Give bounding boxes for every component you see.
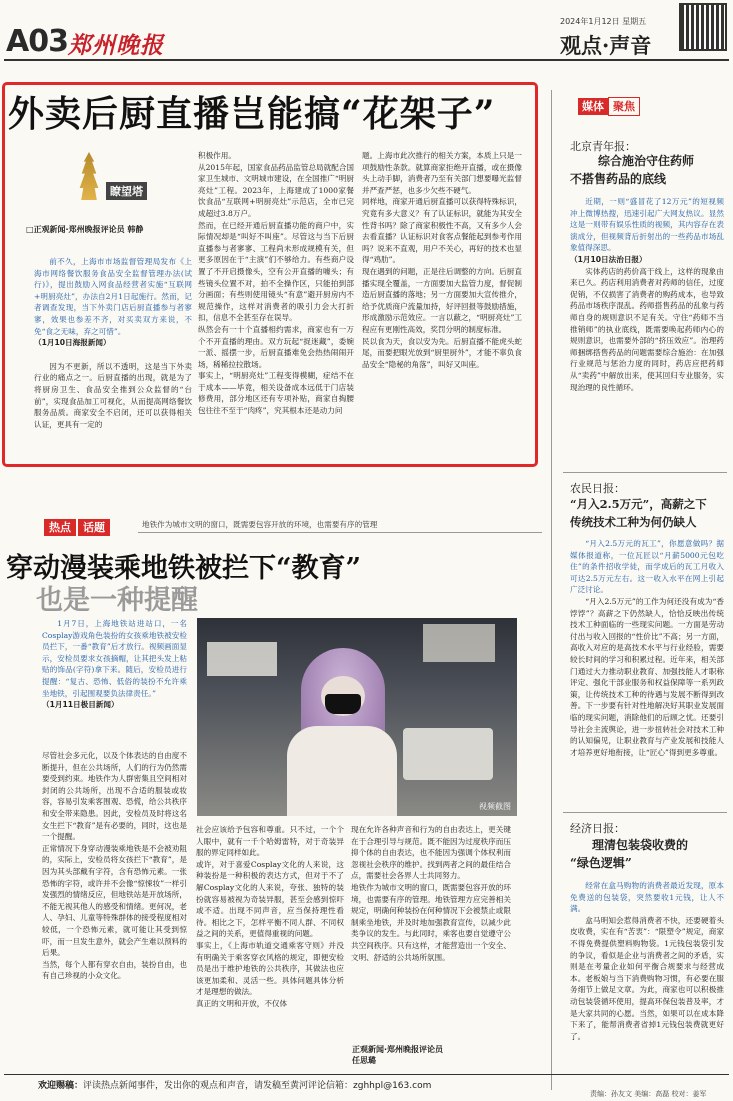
media-tag-right: 聚焦: [608, 97, 640, 116]
lead-column-3: 题。上海市此次推行的相关方案，本质上只是一项鼓励性条款。就算商家拒绝开直播，或在摄像头上动手脚，消费者乃至有关部门想要曝光监督并严查严惩，也多少欠些不硬气。 同样地，商家开通后厨直播可以获得特殊标识，究竟有多大意义？有了认证标识，就能为其安全性背书吗？除了商家积极性不高，又有多少人会去看直播？认证标识对食客点餐能起到参考作用吗？说来不直观，用户不关心，再好的技术也显得“鸡肋”。 现在遇到的问题，正是往后调整的方向。后厨直播实现全覆盖，一方面要加大监管力度，督促制造后厨直播的落地；另一方面要加大宣传推介，给予优质商户流量加持，好评回报等鼓励措施，形成激励示范效应。一言以蔽之，“明厨亮灶”工程应有更刚性高效，奖罚分明的制度标准。 民以食为天，食以安为先。后厨直播不能虎头蛇尾，而要把眼光放到“厨里厨外”，才能不辜负食品安全“隐秘的角落”，叫好又叫座。: [362, 151, 522, 369]
footer-text: 评读热点新闻事件，发出你的观点和声音，请发稿至黄河评论信箱：zghhpl@163.com: [83, 1081, 432, 1091]
station-sign-2: [423, 624, 495, 662]
lead-column-2: 积极作用。 从2015年起，国家食品药品监管总局就配合国家卫生城市、文明城市建设，在全国推广“明厨亮灶”工程。2023年，上海建成了1000家餐饮食品“互联网+明厨亮灶”示范店，全市已完成超过3.8万户。 然而，在已经开通后厨直播功能的商户中，实际情况却是“叫好不叫座”。尽管这与当下后厨直播参与者寥寥、工程尚未形成规模有关，但更多原因在于“主演”们不够给力。有些商户设置了不开启摄像头，空有公开直播的噱头；有些镜头位置不对，拍不全操作区，只能拍到部分画面；有些则使用镜头“有意”避开厨房内不规范操作，这样对消费者的吸引力会大打折扣，信息不全甚至存在误导。 纵然会有一十个直播相约需求，商家也有一万个不开直播的理由。双方玩起“捉迷藏”，委婉一派、摇摆一步，后厨直播难免会热热闹闹开场，稀稀拉拉散场。 事实上，“明厨亮灶”工程变得模糊，症结不在于成本——毕竟，相关设备成本远低于门店装修费用，部分地区还有专项补贴，商家自掏腰包往往不至于“肉疼”，究其根本还是动力问: [198, 151, 354, 416]
section-title: 观点·声音: [560, 33, 652, 58]
station-sign: [207, 642, 277, 676]
lead-intro: 前不久，上海市市场监督管理局发布《上海市网络餐饮服务食品安全监督管理办法(试行)》，提出鼓励入网食品经营者实施“互联网+明厨亮灶”，办法自2月1日起施行。然而，记者调查发现，当下外卖门店后厨直播参与者寥寥，效果也参差不齐，对买卖双方来说，不免“食之无味，弃之可惜”。: [34, 257, 192, 336]
media-title-1a: 综合施治守住药师: [598, 154, 695, 168]
media-title-1b: 不搭售药品的底线: [570, 172, 667, 186]
cosplayer-mask: [325, 694, 361, 714]
hot-photo: [197, 618, 517, 816]
hot-tagline: 地铁作为城市文明的窗口，既需要包容开放的环境，也需要有序的管理: [142, 520, 378, 529]
lead-byline: □正观新闻·郑州晚报评论员 韩静: [26, 225, 144, 234]
media-title-3a: 理清包装袋收费的: [592, 838, 689, 852]
page-number: A03: [6, 24, 68, 59]
media-body-3: [570, 880, 724, 1074]
hot-intro: 1月7日，上海地铁站进站口，一名Cosplay游戏角色装扮的女孩乘地铁被安检员拦下，一番“教育”后才放行。视频画面显示，安检员要求女孩摘帽，让其把头发上粘贴的饰品(字符)拿下来。随后，安检员进行提醒：“复古、恐怖、低俗的装扮不允许乘坐地铁，引起围观要负法律责任。”: [42, 619, 187, 698]
security-machine: [403, 728, 493, 780]
hot-column-2: 社会应该给予包容和尊重。只不过，一个个人眼中，就有一千个哈姆雷特，对于奇装异服的界定同样如此。 或许，对于喜爱Cosplay文化的人来说，这种装扮是一种积极的表达方式，但对于不了解Cosplay文化的人来说，夸张、独特的装扮就容易被视为奇装异服，甚至会感到惊吓或不适。出现不同声音，应当保持理性看待。相比之下，怎样平衡不同人群、不同权益之间的关系，更值得重视的问题。 事实上，《上海市轨道交通乘客守则》并没有明确关于乘客穿衣风格的规定，即便安检员是出于维护地铁的公共秩序，其做法也应该更加柔和、灵活一些。具体问题具体分析才是理想的做法。 真正的文明和开放，不仅体: [196, 825, 344, 1008]
media-source-1: （1月10日法治日报）: [570, 254, 647, 264]
hot-byline: [352, 1044, 443, 1066]
paper-logo: 郑州晚报: [68, 32, 164, 59]
media-tag-left: 媒体: [578, 98, 608, 115]
media-outlet-1: 北京青年报：: [570, 140, 636, 153]
media-body-1: [570, 196, 724, 464]
media-rule-1: [563, 472, 727, 473]
hot-byline-2: 任思璐: [352, 1056, 376, 1065]
hot-tag: [44, 516, 110, 535]
media-text-2: “月入2.5万元”的工作为何还没有成为“香饽饽”？高薪之下仍然缺人，恰恰反映出传统技术工种面临的一些现实问题。一方面是劳动付出与收入回报的“性价比”不高；另一方面，高收入对应的是高技术水平与行业经验，需要较长时间的学习和积累过程。近年来，相关部门通过大力推动职业教育、加强技能人才职称评定、强化干部业服务和权益保障等一系列政策，让传统技术工种的待遇与发展不断得到改善。下一步要有针对性地解决好其职业发展面临的现实问题，消除他们的后顾之忧。还要引导社会主流舆论，进一步扭转社会对技术工种的认知偏见，让职业教育与产业发展和技能人才培养更好地衔接，让“匠心”得到更多尊重。: [570, 596, 724, 757]
hot-tagline-rule: [138, 532, 542, 533]
media-intro-1: 近期，一则“盛冒花了12万元”的短视频冲上微博热搜，迅速引起广大网友热议。显然这是一则带有娱乐性质的视频，其内容存在表演成分，但视频背后折射出的一些药品市场乱象值得深思。: [570, 197, 724, 253]
photo-caption: 视频截图: [479, 802, 511, 811]
hot-headline-1: 穿动漫装乘地铁被拦下“教育”: [6, 553, 362, 584]
media-outlet-3: 经济日报：: [570, 822, 625, 835]
media-title-3b: “绿色逻辑”: [570, 856, 632, 870]
hot-column-1: 尽管社会多元化，以及个体表达的自由度不断提升，但在公共场所，人们的行为仍然需要受到约束。地铁作为人群密集且空间相对封闭的公共场所，出现不合适的服装或妆容，容易引发乘客围观、恐慌，给公共秩序和安全带来隐患。因此，安检员及时将这名女生拦下“教育”是有必要的，同时，这也是一个提醒。 正常情况下身穿动漫装乘地铁是不会被劝阻的，实际上，安检员将女孩拦下“教育”，是因为其头部戴有字符，含有恐怖元素。一张恐怖的字符，或许并不会像“惊悚妆”一样引发强烈的情绪反应，但地铁站是开放场所，不能无视其他人的感受和情绪。更何况，老人、孕妇、儿童等特殊群体的接受程度相对较低，一个恐怖元素，就可能让其受到惊吓，而一旦发生意外，就会产生难以预料的后果。 当然，每个人都有穿衣自由，装扮自由，也有自己珍视的小众文化。: [42, 751, 187, 981]
lead-body-1: 因为不更新，所以不透明，这是当下外卖行业的痛点之一。后厨直播的出现，就是为了将厨房卫生、食品安全推到公众监督的“台前”，实现食品加工可视化，从而提高网络餐饮服务品质。商家安全不启闭，还可以获得相关认证，更具有一定的: [34, 361, 192, 429]
media-text-1: 实体药店的药价高于线上，这样的现象由来已久。药店利用消费者对药师的信任，过度促销，不仅损害了消费者的购药成本，也导致药品市场秩序混乱。药师搭售药品的乱象与药师自身的规则意识不足有关。守住“药师不当推销师”的执业底线，既需要唤起药师内心的规则意识，也需要外部的“挤压效应”。治理药师捆绑搭售药品的问题需要综合施治：在加强行业规范与惩治力度的同时，药店应把药师从“卖药”中解放出来，使其回归专业服务，实现治理的良性循环。: [570, 266, 724, 392]
media-title-2a: “月入2.5万元”，高薪之下: [570, 497, 707, 511]
hot-byline-1: 正观新闻·郑州晚报评论员: [352, 1045, 444, 1054]
column-name: 瞭望塔: [106, 182, 147, 200]
media-intro-2: “月入2.5万元的瓦工”，你愿意做吗？据媒体报道称，一位瓦匠以“月薪5000元包吃住”的条件招收学徒，而学成后的瓦工月收入可达2.5万元左右。这一收入水平在网上引起广泛讨论。: [570, 539, 724, 595]
tower-icon: [76, 152, 102, 200]
media-intro-3: 经常在盒马购物的消费者最近发现，原本免费送的包装袋，突然要收1元钱，让人不满。: [570, 881, 724, 914]
lead-column-1: [34, 256, 192, 461]
qr-code: [679, 3, 727, 51]
hot-source: （1月11日极目新闻）: [42, 700, 119, 710]
media-divider: [551, 90, 552, 1090]
hot-column-3: 现在允许各种声音和行为的自由表达上，更关键在于合理引导与规范。既不能因为过度秩序而压抑个体的自由表达，也不能因为强调个体权利而忽视社会秩序的维护。找到两者之间的最佳结合点，需要社会各界人士共同努力。 地铁作为城市文明的窗口，既需要包容开放的环境，也需要有序的管理。地铁管理方应完善相关规定，明确何种装扮在何种情况下会被禁止或限制乘坐地铁，并及时地加强教育宣传，以减少此类争议的发生。与此同时，乘客也要自觉遵守公共空间秩序。只有这样，才能营造出一个安全、文明、舒适的公共场所氛围。: [351, 825, 511, 962]
lead-source: （1月10日海报新闻）: [34, 338, 111, 348]
media-text-3: 盒马明知会惹得消费者不快，还要硬着头皮收费，实在有“苦衷”：“限塑令”规定，商家不得免费提供塑料购物袋。1元钱包装袋引发的争议，看似是企业与消费者之间的矛盾，实则是在考量企业如何平衡合规要求与经营成本。老板娘与当下消费购物习惯，有必要在服务细节上做足文章。为此，商家也可以积极推动包装袋循环使用，提高环保包装普及率，才是大家共同的心愿。当然，如果可以在成本降下来了，能帮消费者省掉1元钱包装费就更好了。: [570, 915, 724, 1041]
hot-intro-block: [42, 618, 187, 742]
hot-tag-right: 话题: [78, 519, 110, 536]
media-tag: [578, 95, 640, 114]
media-rule-2: [563, 812, 727, 813]
column-badge: [62, 152, 162, 204]
media-outlet-2: 农民日报：: [570, 482, 625, 495]
lead-headline: 外卖后厨直播岂能搞“花架子”: [8, 93, 496, 135]
cosplayer-dress: [287, 726, 397, 816]
footer-credits: 责编：孙友文 美编：高磊 校对：姜军: [590, 1090, 707, 1098]
issue-date: 2024年1月12日 星期五: [560, 17, 647, 26]
media-title-2b: 传统技术工种为何仍缺人: [570, 515, 697, 529]
hot-headline-2: 也是一种提醒: [36, 585, 198, 616]
masthead-rule: [4, 59, 729, 61]
media-body-2: [570, 538, 724, 808]
footer-rule: [4, 1074, 729, 1075]
hot-tag-left: 热点: [44, 519, 76, 536]
footer-label: 欢迎赐稿：: [38, 1081, 84, 1091]
footer-submission: [38, 1078, 431, 1091]
